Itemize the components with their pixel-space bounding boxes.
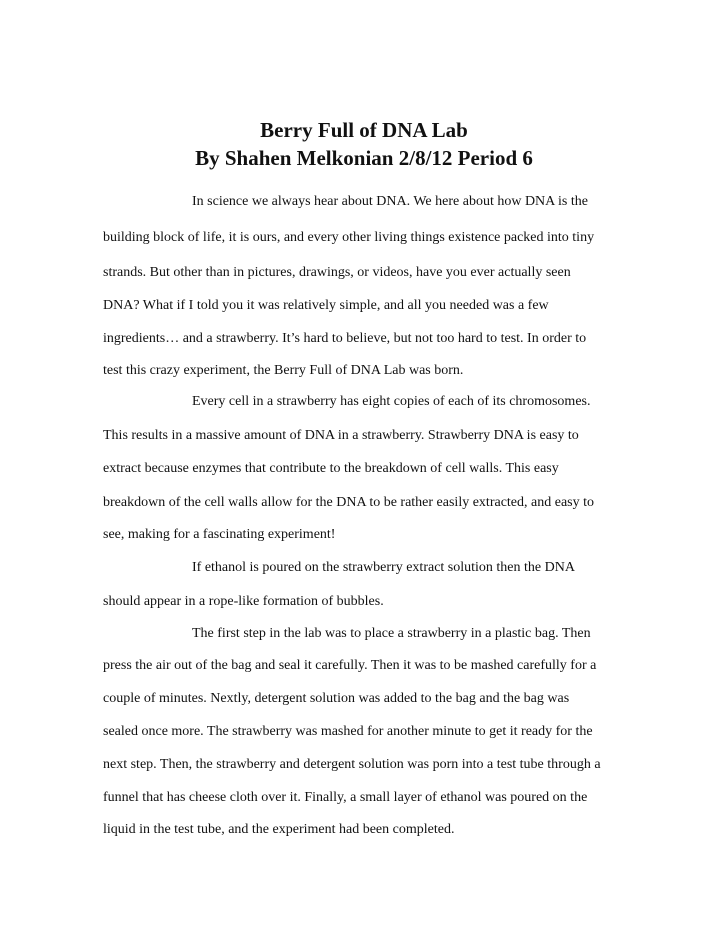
paragraph-2-line-4: breakdown of the cell walls allow for the DNA to be rather easily extracted, and easy to [103,495,594,510]
paragraph-1-line-2: building block of life, it is ours, and every other living things existence packed into tiny [103,230,595,245]
paragraph-1-line-3: strands. But other than in pictures, drawings, or videos, have you ever actually seen [103,265,571,280]
paragraph-1-line-1: In science we always hear about DNA. We here about how DNA is the [192,194,588,209]
paragraph-4-line-3: couple of minutes. Nextly, detergent solution was added to the bag and the bag was [103,691,570,706]
paragraph-4-line-4: sealed once more. The strawberry was mashed for another minute to get it ready for the [103,724,593,739]
paragraph-4-line-1: The first step in the lab was to place a strawberry in a plastic bag. Then [192,626,591,641]
paragraph-1-line-6: test this crazy experiment, the Berry Full of DNA Lab was born. [103,363,464,378]
paragraph-4-line-6: funnel that has cheese cloth over it. Finally, a small layer of ethanol was poured on the [103,790,588,805]
paragraph-3-line-2: should appear in a rope-like formation of bubbles. [103,594,384,609]
paragraph-2-line-3: extract because enzymes that contribute to the breakdown of cell walls. This easy [103,461,559,476]
paragraph-1-line-5: ingredients… and a strawberry. It’s hard to believe, but not too hard to test. In order to [103,331,587,346]
document-title: Berry Full of DNA Lab [260,118,468,142]
paragraph-2-line-5: see, making for a fascinating experiment! [103,527,336,542]
paragraph-4-line-2: press the air out of the bag and seal it carefully. Then it was to be mashed carefully for a [103,658,597,673]
paragraph-4-line-7: liquid in the test tube, and the experiment had been completed. [103,822,455,837]
paragraph-3-line-1: If ethanol is poured on the strawberry extract solution then the DNA [192,560,575,575]
document-byline: By Shahen Melkonian 2/8/12 Period 6 [195,146,533,170]
paragraph-1-line-4: DNA? What if I told you it was relatively simple, and all you needed was a few [103,298,549,313]
paragraph-2-line-1: Every cell in a strawberry has eight copies of each of its chromosomes. [192,394,591,409]
paragraph-4-line-5: next step. Then, the strawberry and detergent solution was porn into a test tube through a [103,757,601,772]
paragraph-2-line-2: This results in a massive amount of DNA in a strawberry. Strawberry DNA is easy to [103,428,579,443]
